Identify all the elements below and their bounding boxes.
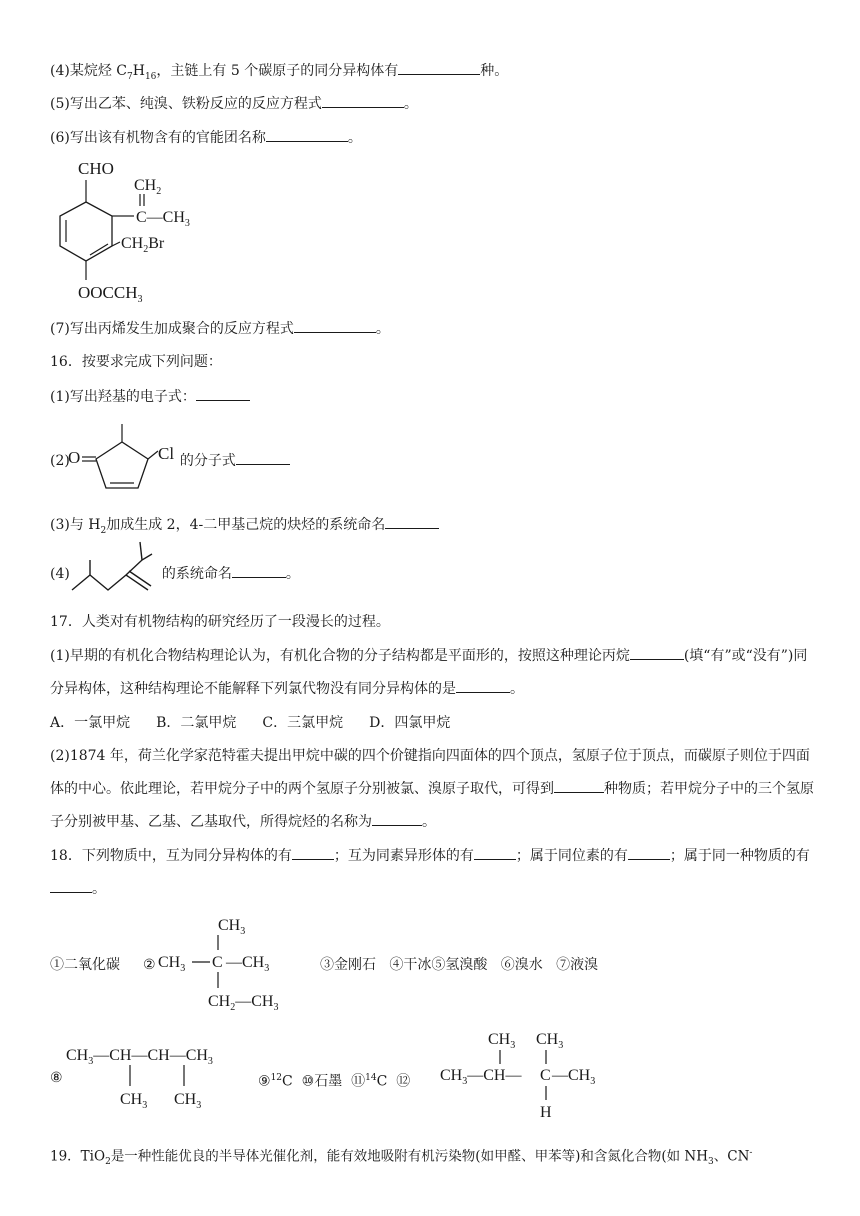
answer-blank[interactable] <box>628 845 670 860</box>
structure-item12 <box>438 1022 618 1122</box>
q15-item6: (6)写出该有机物含有的官能团名称 。 <box>50 127 362 148</box>
svg-text:CH3—CH—: $CH_3—CH—$ <box>440 1067 522 1087</box>
structure-item2 <box>156 910 306 1015</box>
q15-item7: (7)写出丙烯发生加成聚合的反应方程式 。 <box>50 318 390 339</box>
q17-part1: (1)早期的有机化合物结构理论认为，有机化合物的分子结构都是平面形的，按照这种理论丙烷 (填“有”或“没有”)同分异构体，这种结构理论不能解释下列氯代物没有同分异构体的是 。 <box>50 640 815 706</box>
option-b[interactable]: B．二氯甲烷 <box>156 715 237 731</box>
answer-blank[interactable] <box>554 778 604 793</box>
answer-blank[interactable] <box>474 845 516 860</box>
q17-part2: (2)1874 年，荷兰化学家范特霍夫提出甲烷中碳的四个价键指向四面体的四个顶点，氢原子位于顶点，而碳原子则位于四面体的中心。依此理论，若甲烷分子中的两个氢原子分别被氯、溴原子取代，可得到 种物质；若甲烷分子中的三个氢原子分别被甲基、乙基、乙基取代，所得烷烃的名称为 。 <box>50 748 814 830</box>
option-a[interactable]: A．一氯甲烷 <box>50 715 131 731</box>
svg-text:CH3: $CH_3$ <box>158 954 186 974</box>
cyclopentenone-structure <box>68 420 183 500</box>
svg-text:H: H <box>540 1104 552 1121</box>
svg-text:CH3: $CH_3$ <box>174 1091 202 1111</box>
svg-text:CH3: $CH_3$ <box>218 917 246 937</box>
q18-items-9-11: ⑨$^{12}$C ⑩石墨 ⑪$^{14}$C ⑫ <box>258 1073 411 1090</box>
q16-heading: 16．按要求完成下列问题： <box>50 354 222 370</box>
answer-blank[interactable] <box>630 645 684 660</box>
answer-blank[interactable] <box>322 93 404 108</box>
svg-text:CH2—CH3: $CH_2—CH_3$ <box>208 993 279 1013</box>
answer-blank[interactable] <box>292 845 334 860</box>
q16-item2: (2) 的分子式 <box>50 450 290 471</box>
q17-heading: 17．人类对有机物结构的研究经历了一段漫长的过程。 <box>50 614 390 630</box>
svg-text:CH3—CH—CH—CH3: $CH_3—CH—CH—CH_3$ <box>66 1047 213 1067</box>
svg-text:—CH3: $—CH_3$ <box>226 954 270 974</box>
benzene-structure-q6 <box>48 154 228 304</box>
svg-text:CH3: $CH_3$ <box>120 1091 148 1111</box>
svg-text:C: C <box>212 954 223 971</box>
svg-text:C: C <box>540 1067 551 1084</box>
svg-text:CH2Br: $CH_2Br$ <box>121 235 165 255</box>
answer-blank[interactable] <box>236 450 290 465</box>
svg-text:C—CH3: $C—CH_3$ <box>136 209 190 229</box>
answer-blank[interactable] <box>398 60 480 75</box>
option-d[interactable]: D．四氯甲烷 <box>369 715 451 731</box>
answer-blank[interactable] <box>266 127 348 142</box>
svg-text:CH2: $CH_2$ <box>134 177 162 197</box>
answer-blank[interactable] <box>294 318 376 333</box>
structure-item8 <box>64 1040 254 1112</box>
answer-blank[interactable] <box>196 386 250 401</box>
q18-items-3-7: ③金刚石 ④干冰⑤氢溴酸 ⑥溴水 ⑦液溴 <box>320 957 599 973</box>
q17-options <box>50 713 476 733</box>
q16-item3: (3)与 $H_2$加成生成 2，4-二甲基己烷的炔烃的系统命名 <box>50 514 439 541</box>
option-c[interactable]: C．三氯甲烷 <box>262 715 344 731</box>
svg-text:Cl: Cl <box>158 444 175 463</box>
answer-blank[interactable] <box>232 563 286 578</box>
answer-blank[interactable] <box>372 811 422 826</box>
svg-text:CHO: CHO <box>78 159 114 178</box>
answer-blank[interactable] <box>456 678 510 693</box>
svg-text:CH3: $CH_3$ <box>536 1031 564 1051</box>
svg-text:OOCCH3: $OOCCH_3$ <box>78 283 143 304</box>
q19-question: 19．TiO$_2$是一种性能优良的半导体光催化剂，能有效地吸附有机污染物(如甲醛、甲苯等)和含氮化合物(如 $NH_3$、CN- <box>50 1148 753 1168</box>
skeletal-structure-q16-4 <box>68 538 158 598</box>
q18-question: 18．下列物质中，互为同分异构体的有 ；互为同素异形体的有 ；属于同位素的有 ；属于同一种物质的有。 <box>50 840 815 906</box>
q18-item2-label: ② <box>143 957 156 973</box>
q16-item1: (1)写出羟基的电子式： <box>50 386 250 407</box>
svg-text:—CH3: $—CH_3$ <box>552 1067 596 1087</box>
svg-text:CH3: $CH_3$ <box>488 1031 516 1051</box>
answer-blank[interactable] <box>50 878 92 893</box>
svg-text:O: O <box>68 448 81 467</box>
q18-item8-label: ⑧ <box>50 1070 63 1086</box>
answer-blank[interactable] <box>385 514 439 529</box>
q15-item5: (5)写出乙苯、纯溴、铁粉反应的反应方程式 。 <box>50 93 418 114</box>
q18-item1: ①二氧化碳 <box>50 957 120 973</box>
q15-item4: (4)某烷烃 $C_7H_{16}$，主链上有 5 个碳原子的同分异构体有 种。 <box>50 60 508 87</box>
q16-item4: (4) 的系统命名 。 <box>50 563 300 584</box>
